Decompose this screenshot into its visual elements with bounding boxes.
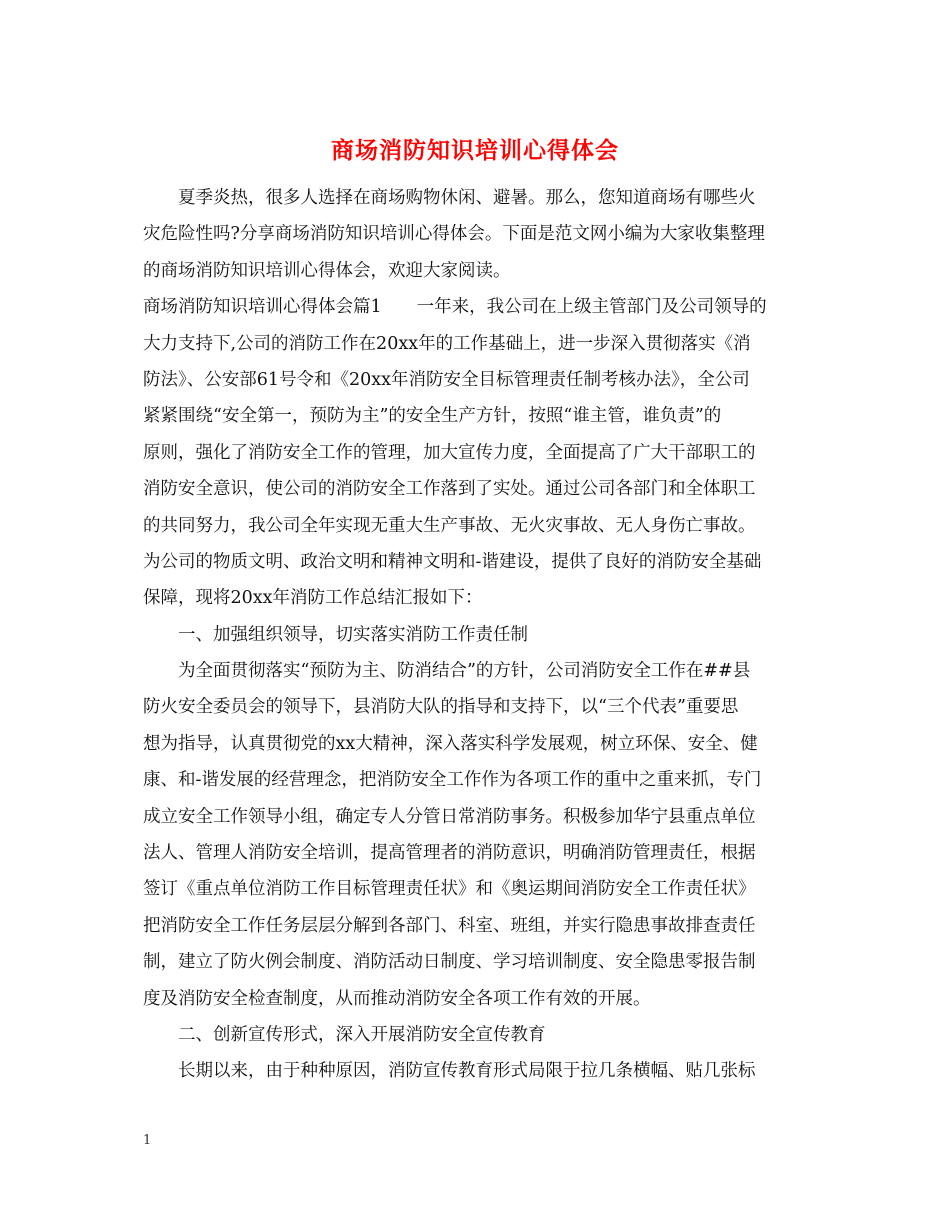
body-line: 长期以来，由于种种原因，消防宣传教育形式局限于拉几条横幅、贴几张标 [143,1061,756,1082]
document-body [143,180,810,1090]
body-line: 夏季炎热，很多人选择在商场购物休闲、避暑。那么，您知道商场有哪些火 [143,188,756,208]
body-line: 为全面贯彻落实“预防为主、防消结合”的方针，公司消防安全工作在##县 [143,661,751,682]
body-line: 把消防安全工作任务层层分解到各部门、科室、班组，并实行隐患事故排查责任 [143,915,756,936]
document-title: 商场消防知识培训心得体会 [331,137,619,164]
body-line: 大力支持下,公司的消防工作在20xx年的工作基础上，进一步深入贯彻落实《消 [143,333,751,354]
body-line: 度及消防安全检查制度，从而推动消防安全各项工作有效的开展。 [143,988,651,1009]
body-line: 签订《重点单位消防工作目标管理责任状》和《奥运期间消防安全工作责任状》 [143,879,756,900]
body-line: 防火安全委员会的领导下，县消防大队的指导和支持下，以“三个代表”重要思 [143,697,739,718]
body-line: 保障，现将20xx年消防工作总结汇报如下： [143,588,483,609]
body-line: 法人、管理人消防安全培训，提高管理者的消防意识，明确消防管理责任，根据 [143,843,756,864]
body-line: 防法》、公安部61号令和《20xx年消防安全目标管理责任制考核办法》，全公司 [143,369,750,390]
body-line: 为公司的物质文明、政治文明和精神文明和-谐建设，提供了良好的消防安全基础 [143,551,762,572]
section-heading: 二、创新宣传形式，深入开展消防安全宣传教育 [143,1024,546,1045]
body-line: 灾危险性吗?分享商场消防知识培训心得体会。下面是范文网小编为大家收集整理 [143,224,765,245]
body-line: 消防安全意识，使公司的消防安全工作落到了实处。通过公司各部门和全体职工 [143,479,756,500]
body-line: 想为指导，认真贯彻党的xx大精神，深入落实科学发展观，树立环保、安全、健 [143,733,758,754]
body-line: 康、和-谐发展的经营理念，把消防安全工作作为各项工作的重中之重来抓，专门 [143,770,762,791]
page-number: 1 [143,1133,152,1148]
body-line: 的商场消防知识培训心得体会，欢迎大家阅读。 [143,260,511,281]
body-line: 成立安全工作领导小组，确定专人分管日常消防事务。积极参加华宁县重点单位 [143,806,756,827]
body-line: 制，建立了防火例会制度、消防活动日制度、学习培训制度、安全隐患零报告制 [143,952,756,973]
body-line: 紧紧围绕“安全第一，预防为主”的安全生产方针，按照“谁主管，谁负责”的 [143,406,722,427]
body-line: 商场消防知识培训心得体会篇1 一年来，我公司在上级主管部门及公司领导的 [143,297,767,318]
body-line: 原则，强化了消防安全工作的管理，加大宣传力度，全面提高了广大干部职工的 [143,442,756,463]
body-line: 的共同努力，我公司全年实现无重大生产事故、无火灾事故、无人身伤亡事故。 [143,515,756,536]
section-heading: 一、加强组织领导，切实落实消防工作责任制 [143,624,528,645]
